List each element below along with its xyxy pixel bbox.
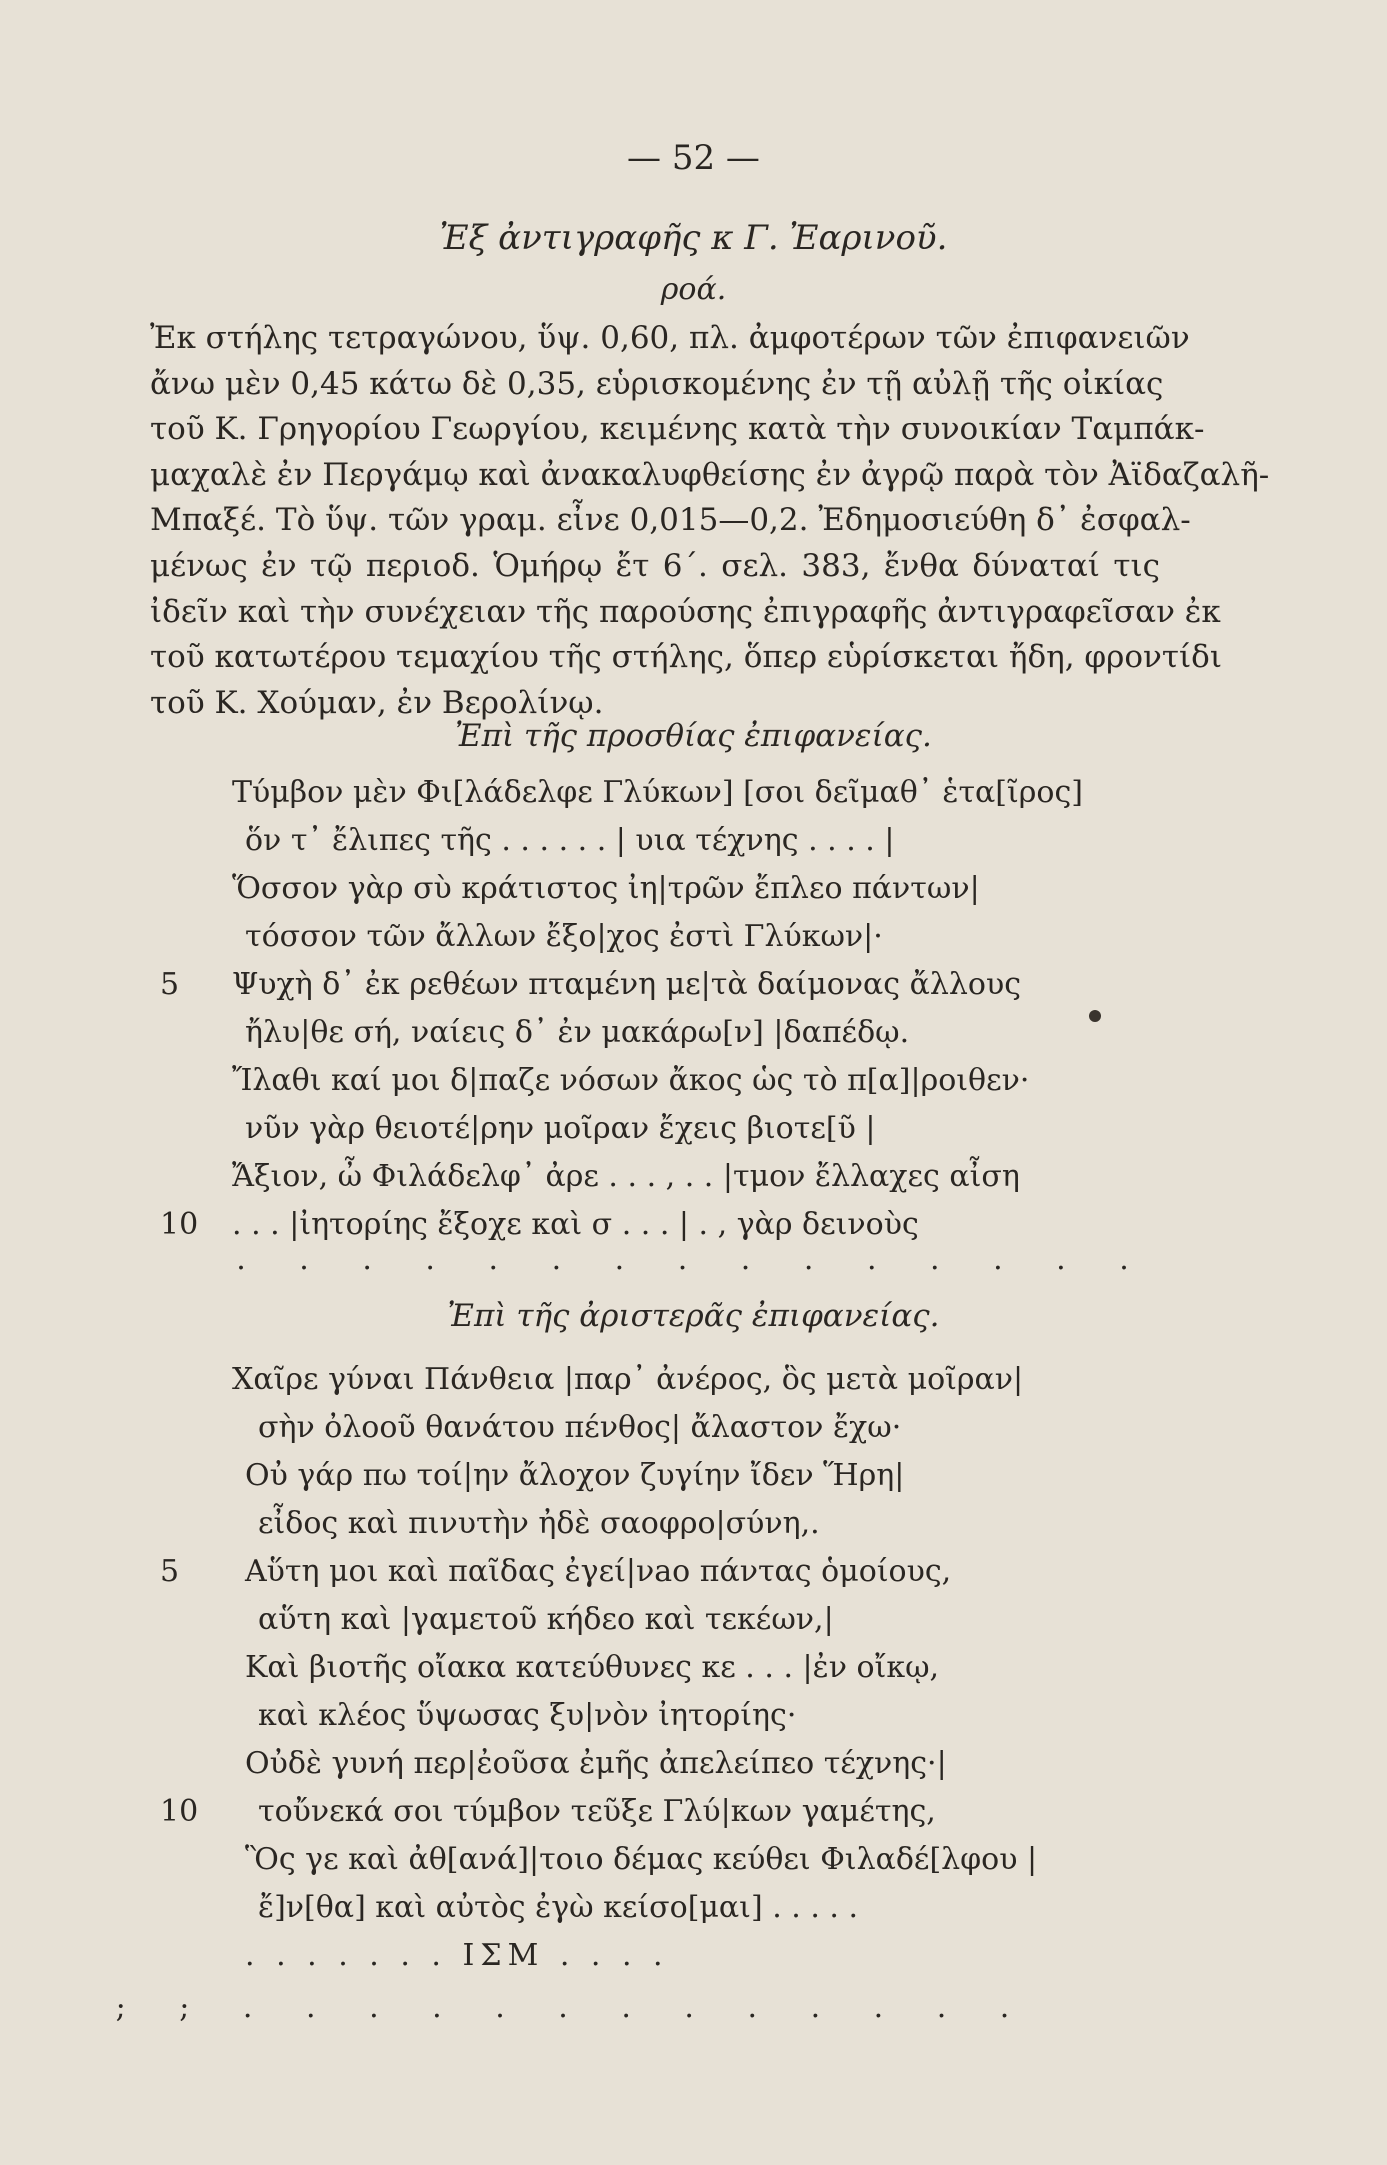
intro-line: τοῦ Κ. Χούμαν, ἐν Βερολίνῳ. (150, 684, 604, 721)
verse-text: Τύμβον μὲν Φι[λάδελφε Γλύκων] [σοι δεῖμαθ᾽ ἑτα[ῖρος] (232, 775, 1083, 810)
subheading: ροά. (660, 272, 727, 307)
verse-line (150, 1794, 1170, 1842)
verse-line (150, 1938, 1170, 1986)
verse-line (150, 871, 1170, 919)
verse-number: 10 (160, 1207, 199, 1242)
intro-line: Μπαξέ. Τὸ ὕψ. τῶν γραμ. εἶνε 0,015—0,2. Ἐδημοσιεύθη δ᾽ ἐσφαλ- (150, 502, 1191, 539)
front-surface-heading: Ἐπὶ τῆς προσθίας ἐπιφανείας. (455, 718, 932, 754)
verse-text: σὴν ὀλοοῦ θανάτου πένθος| ἄλαστον ἔχω· (258, 1410, 902, 1445)
verse-line (150, 775, 1170, 823)
verse-number: 5 (160, 967, 180, 1002)
verse-line (150, 1362, 1170, 1410)
verse-number: 10 (160, 1794, 199, 1829)
source-heading: Ἐξ ἀντιγραφῆς κ Γ. Ἐαρινοῦ. (439, 218, 948, 258)
intro-paragraph (150, 316, 1270, 726)
verse-text: Ὅσσον γὰρ σὺ κράτιστος ἰη|τρῶν ἔπλεο πάντων| (232, 871, 980, 906)
verse-text: ἤλυ|θε σή, ναίεις δ᾽ ἐν μακάρω[ν] |δαπέδῳ. (245, 1015, 910, 1050)
verse-line (150, 967, 1170, 1015)
verse-line (150, 1159, 1170, 1207)
verse-line (150, 1506, 1170, 1554)
page-number: — 52 — (627, 138, 760, 178)
verse-text: Οὐδὲ γυνή περ|ἐοῦσα ἐμῆς ἀπελείπεο τέχνης·| (245, 1746, 947, 1781)
verse-text: αὕτη καὶ |γαμετοῦ κήδεο καὶ τεκέων,| (258, 1602, 834, 1637)
intro-line: τοῦ κατωτέρου τεμαχίου τῆς στήλης, ὅπερ εὑρίσκεται ἤδη, φροντίδι (150, 639, 1222, 676)
verse-line (150, 1602, 1170, 1650)
verse-text: Ψυχὴ δ᾽ ἐκ ρεθέων πταμένη με|τὰ δαίμονας ἄλλους (232, 967, 1021, 1002)
verse-line (150, 1063, 1170, 1111)
verse-line (150, 1650, 1170, 1698)
verse-line (150, 1746, 1170, 1794)
verse-line (150, 823, 1170, 871)
verse-text: καὶ κλέος ὕψωσας ξυ|νὸν ἰητορίης· (258, 1698, 797, 1733)
verse-line (150, 1015, 1170, 1063)
verse-text: τόσσον τῶν ἄλλων ἔξο|χος ἐστὶ Γλύκων|· (245, 919, 883, 954)
left-surface-heading: Ἐπὶ τῆς ἀριστερᾶς ἐπιφανείας. (447, 1298, 940, 1334)
verse-line (150, 1554, 1170, 1602)
verse-text: Ὃς γε καὶ ἀθ[ανά]|τοιο δέμας κεύθει Φιλαδέ[λφου | (245, 1842, 1038, 1877)
verse-line (150, 1842, 1170, 1890)
verse-line (150, 1890, 1170, 1938)
verse-line (150, 1410, 1170, 1458)
verse-line (150, 919, 1170, 967)
verse-text: νῦν γὰρ θειοτέ|ρην μοῖραν ἔχεις βιοτε[ῦ | (245, 1111, 876, 1146)
ink-speck (1089, 1010, 1101, 1022)
verse-text: τοὔνεκά σοι τύμβον τεῦξε Γλύ|κων γαμέτης, (258, 1794, 936, 1829)
verse-text: ὅν τ᾽ ἔλιπες τῆς . . . . . . | υια τέχνης . . . . | (245, 823, 895, 858)
intro-line: μαχαλὲ ἐν Περγάμῳ καὶ ἀνακαλυφθείσης ἐν ἀγρῷ παρὰ τὸν Ἀϊδαζαλῆ- (150, 456, 1270, 493)
verse-number: 5 (160, 1554, 180, 1589)
verse-text: Ἄξιον, ὦ Φιλάδελφ᾽ ἀρε . . . , . . |τμον ἔλλαχες αἶση (232, 1159, 1020, 1194)
verse-text: εἶδος καὶ πινυτὴν ἠδὲ σαοφρο|σύνη,. (258, 1506, 820, 1541)
verse-text: . . . . . . . ΙΣΜ . . . . (245, 1938, 669, 1973)
end-dots: ; ; . . . . . . . . . . . . . (115, 1990, 1032, 2025)
intro-line: ἰδεῖν καὶ τὴν συνέχειαν τῆς παρούσης ἐπιγραφῆς ἀντιγραφεῖσαν ἐκ (150, 593, 1221, 630)
intro-line: ἄνω μὲν 0,45 κάτω δὲ 0,35, εὑρισκομένης ἐν τῇ αὐλῇ τῆς οἰκίας (150, 365, 1164, 402)
verse-text: Ἴλαθι καί μοι δ|παζε νόσων ἄκος ὡς τὸ π[α]|ροιθεν· (232, 1063, 1030, 1098)
intro-line: μένως ἐν τῷ περιοδ. Ὁμήρῳ ἔτ 6΄. σελ. 383, ἔνθα δύναταί τις (150, 547, 1160, 584)
verse-text: ἔ]ν[θα] καὶ αὐτὸς ἐγὼ κείσο[μαι] . . . . . (258, 1890, 859, 1925)
verse-text: Οὐ γάρ πω τοί|ην ἄλοχον ζυγίην ἴδεν Ἥρη| (245, 1458, 905, 1493)
verse-text: . . . |ἰητορίης ἔξοχε καὶ σ . . . | . , γὰρ δεινοὺς (232, 1207, 919, 1242)
verse-text: Χαῖρε γύναι Πάνθεια |παρ᾽ ἀνέρος, ὃς μετὰ μοῖραν| (232, 1362, 1024, 1397)
verse-line (150, 1698, 1170, 1746)
verse-line (150, 1111, 1170, 1159)
verse-text: Αὕτη μοι καὶ παῖδας ἐγεί|νao πάντας ὁμοίους, (245, 1554, 952, 1589)
intro-line: Ἐκ στήλης τετραγώνου, ὕψ. 0,60, πλ. ἀμφοτέρων τῶν ἐπιφανειῶν (150, 320, 1190, 356)
verse-line (150, 1458, 1170, 1506)
lacuna-dots: . . . . . . . . . . . . . . . (236, 1242, 1151, 1277)
verse-text: Καὶ βιοτῆς οἴακα κατεύθυνες κε . . . |ἐν οἴκῳ, (245, 1650, 940, 1685)
intro-line: τοῦ Κ. Γρηγορίου Γεωργίου, κειμένης κατὰ τὴν συνοικίαν Ταμπάκ- (150, 411, 1205, 448)
